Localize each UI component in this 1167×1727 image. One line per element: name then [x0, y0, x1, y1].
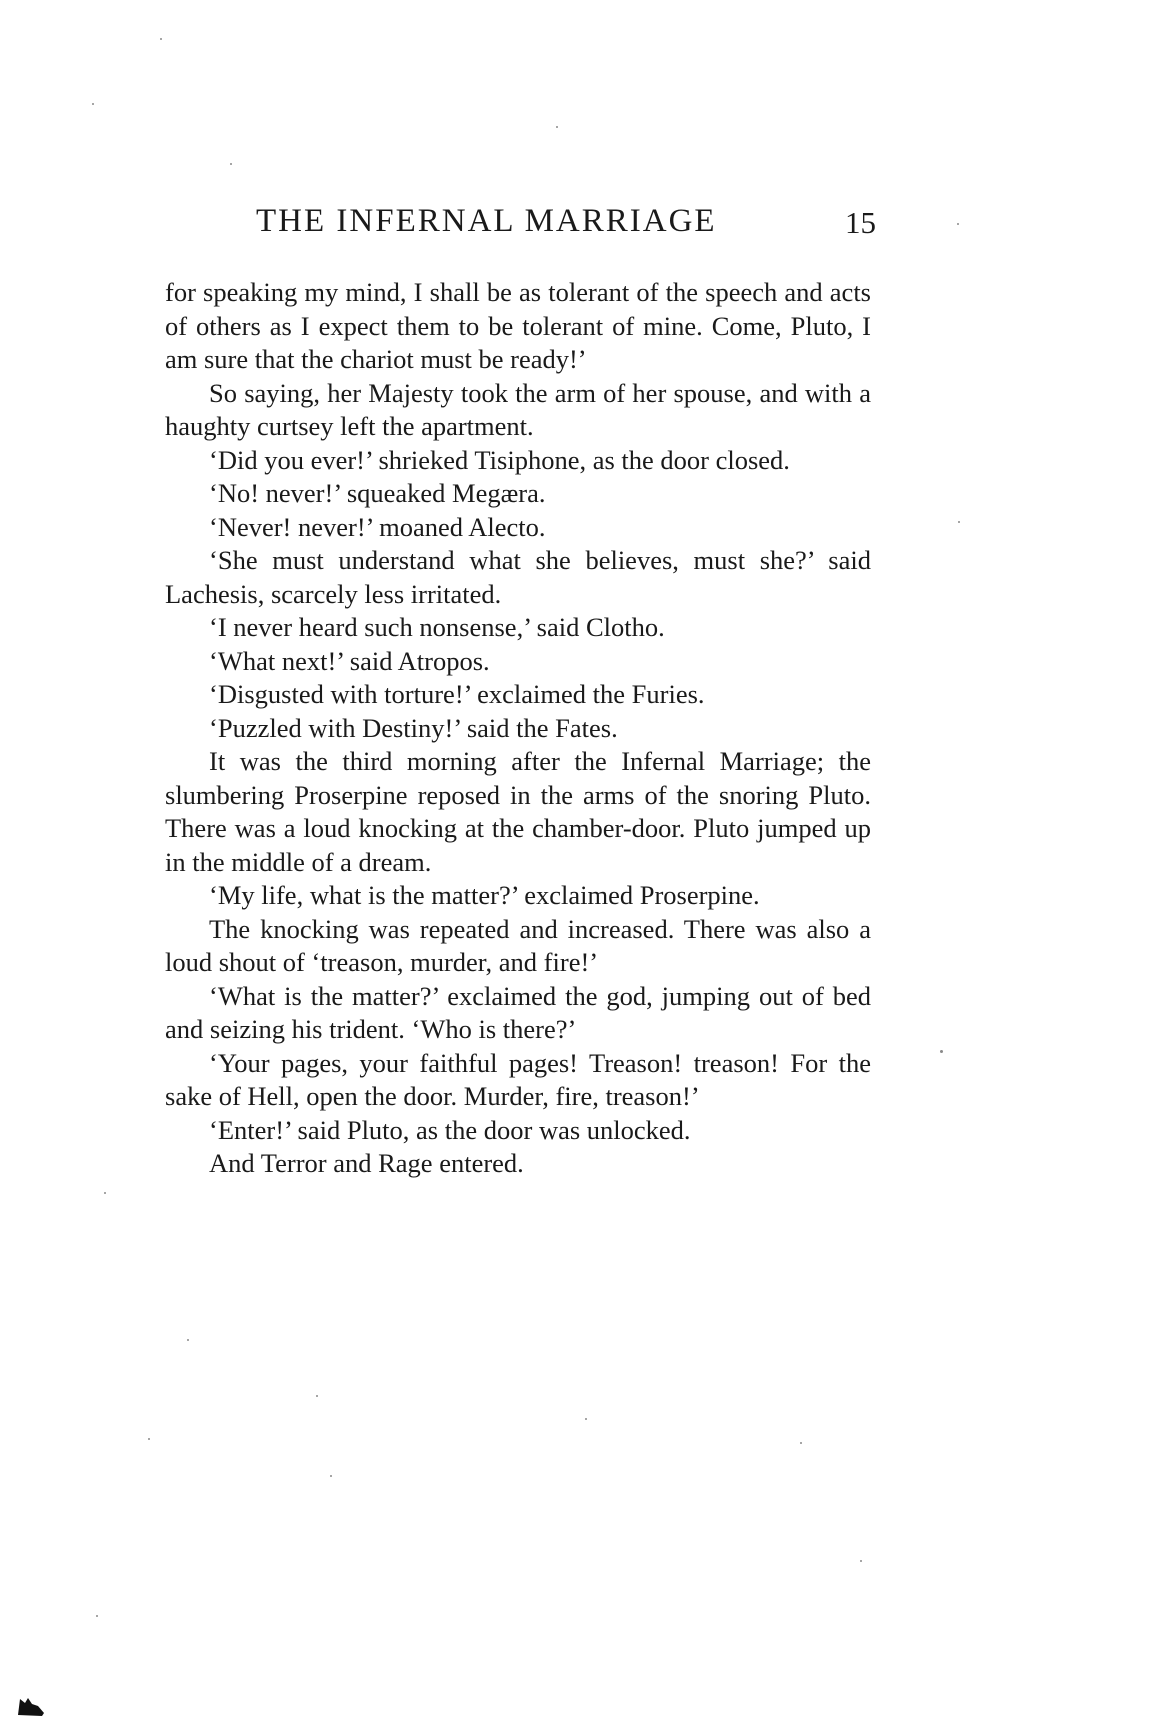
paragraph: The knocking was repeated and increased. There was also a loud shout of ‘treason, murder, and fire!’ — [165, 913, 871, 977]
scan-speck — [96, 1615, 98, 1617]
paragraph: ‘Did you ever!’ shrieked Tisiphone, as the door closed. — [209, 444, 790, 475]
paragraph: So saying, her Majesty took the arm of her spouse, and with a haughty curtsey left the apartment. — [165, 377, 871, 441]
scan-speck — [957, 223, 959, 225]
paragraph: ‘What is the matter?’ exclaimed the god, jumping out of bed and seizing his trident. ‘Who is there?’ — [165, 980, 871, 1044]
scan-speck — [187, 1339, 189, 1341]
paragraph: ‘Puzzled with Destiny!’ said the Fates. — [209, 712, 618, 743]
paragraph: ‘What next!’ said Atropos. — [209, 645, 490, 676]
scan-speck — [940, 1050, 943, 1053]
paragraph: ‘She must understand what she believes, must she?’ said Lachesis, scarcely less irritated. — [165, 545, 871, 609]
paragraph: for speaking my mind, I shall be as tolerant of the speech and acts of others as I expect them to be tolerant of mine. Come, Pluto, I am sure that the chariot must be ready!’ — [165, 277, 871, 374]
paragraph: And Terror and Rage entered. — [209, 1148, 524, 1178]
paragraph: ‘Disgusted with torture!’ exclaimed the Furies. — [209, 679, 705, 709]
scan-speck — [160, 38, 162, 40]
scan-speck — [585, 1418, 587, 1420]
scan-speck — [330, 1475, 332, 1477]
scan-speck — [556, 126, 558, 128]
paragraph: ‘Never! never!’ moaned Alecto. — [209, 511, 546, 542]
body-text — [165, 276, 871, 1181]
page-number: 15 — [845, 205, 876, 240]
scan-speck — [230, 163, 232, 165]
paragraph: ‘My life, what is the matter?’ exclaimed Proserpine. — [209, 880, 760, 910]
scan-speck — [800, 1442, 802, 1444]
scan-speck — [104, 1192, 106, 1194]
scan-speck — [860, 1560, 862, 1562]
paragraph: ‘Enter!’ said Pluto, as the door was unlocked. — [209, 1114, 691, 1145]
paragraph: ‘Your pages, your faithful pages! Treason! treason! For the sake of Hell, open the door. Murder, fire, treason!’ — [165, 1047, 871, 1111]
scan-speck — [316, 1395, 318, 1397]
scan-speck — [92, 103, 94, 105]
corner-smudge — [16, 1695, 46, 1717]
paragraph: It was the third morning after the Infernal Marriage; the slumbering Proserpine reposed in the arms of the snoring Pluto. There was a loud knocking at the chamber-door. Pluto jumped up in the middle of a dream. — [165, 746, 871, 877]
running-head — [256, 203, 876, 243]
paragraph: ‘I never heard such nonsense,’ said Clotho. — [209, 612, 665, 642]
running-title: THE INFERNAL MARRIAGE — [256, 203, 717, 239]
scan-speck — [958, 521, 960, 523]
scan-speck — [148, 1438, 150, 1440]
paragraph: ‘No! never!’ squeaked Megæra. — [209, 478, 546, 508]
